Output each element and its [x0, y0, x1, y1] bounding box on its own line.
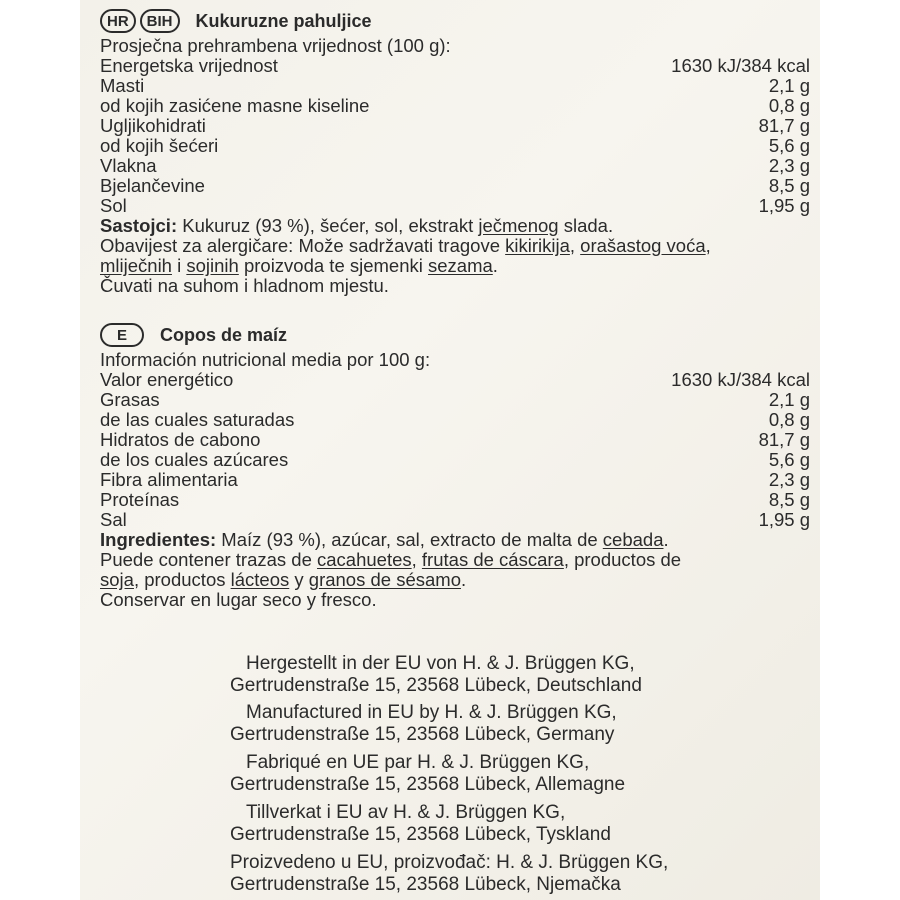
- nutrition-row: [100, 490, 810, 510]
- nutrition-row: [100, 370, 810, 390]
- nutrition-value: 81,7 g: [758, 115, 810, 136]
- allergy-text: Obavijest za alergičare: Može sadržavati tragove: [100, 235, 506, 256]
- allergen: orašastog voća: [580, 235, 706, 256]
- ingredients-label: Ingredientes:: [100, 529, 217, 550]
- allergen: mliječnih: [100, 255, 172, 276]
- nutrition-value: 1630 kJ/384 kcal: [671, 369, 810, 390]
- allergy-text: ,: [569, 235, 581, 256]
- nutrition-value: 1630 kJ/384 kcal: [671, 55, 810, 76]
- allergy-text: ,: [411, 549, 422, 570]
- manufacturer-sv: [230, 802, 810, 846]
- nutrition-row: [100, 176, 810, 196]
- nutrition-value: 2,3 g: [768, 155, 810, 176]
- product-name-es: Copos de maíz: [160, 324, 288, 345]
- nutrition-label: Energetska vrijednost: [100, 55, 278, 76]
- allergy-text: , productos: [133, 569, 231, 590]
- nutrition-label: Hidratos de cabono: [100, 429, 261, 450]
- nutrition-label: Bjelančevine: [100, 175, 205, 196]
- nutrition-value: 81,7 g: [758, 429, 810, 450]
- allergen: ječmenog: [478, 215, 559, 236]
- nutrition-value: 5,6 g: [768, 449, 810, 470]
- nutrition-label: Masti: [100, 75, 145, 96]
- allergen: lácteos: [230, 569, 290, 590]
- nutrition-value: 2,1 g: [768, 75, 810, 96]
- allergy-text: Puede contener trazas de: [100, 549, 318, 570]
- allergen: cebada: [602, 529, 664, 550]
- nutrition-heading-hr: Prosječna prehrambena vrijednost (100 g):: [100, 35, 451, 56]
- manufacturer-line1: Proizvedeno u EU, proizvođač: H. & J. Brüggen KG,: [230, 852, 669, 873]
- storage-hr: Čuvati na suhom i hladnom mjestu.: [100, 275, 389, 296]
- manufacturer-line2: Gertrudenstraße 15, 23568 Lübeck, Tyskland: [230, 824, 611, 845]
- allergy-notice-es-line1: [100, 550, 810, 570]
- product-name-hr: Kukuruzne pahuljice: [195, 10, 372, 31]
- section-es-header: [100, 320, 810, 350]
- allergy-text: i: [171, 255, 187, 276]
- nutrition-label: Grasas: [100, 389, 160, 410]
- food-label-photo: [80, 0, 820, 900]
- allergy-text: .: [460, 569, 467, 590]
- nutrition-heading-es: Información nutricional media por 100 g:: [100, 349, 431, 370]
- allergen: cacahuetes: [317, 549, 412, 570]
- allergy-notice-es-line2: [100, 570, 810, 590]
- allergen: kikirikija: [505, 235, 570, 256]
- manufacturer-line1: Fabriqué en UE par H. & J. Brüggen KG,: [246, 752, 590, 773]
- nutrition-row: [100, 56, 810, 76]
- section-hr-header: [100, 6, 810, 36]
- nutrition-value: 0,8 g: [768, 409, 810, 430]
- section-es: [100, 320, 810, 610]
- allergy-notice-hr-line2: [100, 256, 810, 276]
- manufacturer-line1: Manufactured in EU by H. & J. Brüggen KG,: [246, 702, 617, 723]
- ingredients-text-end: slada.: [558, 215, 614, 236]
- allergen: soja: [100, 569, 134, 590]
- storage-es: Conservar en lugar seco y fresco.: [100, 589, 377, 610]
- allergen: sezama: [428, 255, 493, 276]
- nutrition-row: [100, 116, 810, 136]
- nutrition-value: 5,6 g: [768, 135, 810, 156]
- allergy-notice-hr-line1: [100, 236, 810, 256]
- manufacturer-line2: Gertrudenstraße 15, 23568 Lübeck, Allemagne: [230, 774, 626, 795]
- allergen: granos de sésamo: [308, 569, 461, 590]
- ingredients-hr: [100, 216, 810, 236]
- manufacturer-de: [230, 653, 810, 697]
- nutrition-row: [100, 410, 810, 430]
- manufacturer-line1: Hergestellt in der EU von H. & J. Brüggen KG,: [246, 653, 635, 674]
- nutrition-table-hr: [100, 56, 810, 216]
- nutrition-label: Vlakna: [100, 155, 157, 176]
- manufacturer-hr: [230, 852, 810, 896]
- manufacturer-line1: Tillverkat i EU av H. & J. Brüggen KG,: [246, 802, 566, 823]
- nutrition-row: [100, 390, 810, 410]
- ingredients-label: Sastojci:: [100, 215, 178, 236]
- ingredients-text-end: .: [663, 529, 669, 550]
- nutrition-label: de los cuales azúcares: [100, 449, 289, 470]
- ingredients-text: Kukuruz (93 %), šećer, sol, ekstrakt: [177, 215, 479, 236]
- nutrition-label: od kojih šećeri: [100, 135, 219, 156]
- nutrition-label: Proteínas: [100, 489, 180, 510]
- language-badge-hr: HR: [100, 9, 136, 33]
- language-badge-e: E: [100, 323, 144, 347]
- nutrition-value: 2,1 g: [768, 389, 810, 410]
- allergy-text: ,: [705, 235, 711, 256]
- manufacturer-en: [230, 702, 810, 746]
- allergy-text: proizvoda te sjemenki: [238, 255, 429, 276]
- nutrition-row: [100, 136, 810, 156]
- nutrition-row: [100, 156, 810, 176]
- nutrition-row: [100, 450, 810, 470]
- nutrition-label: Valor energético: [100, 369, 234, 390]
- nutrition-label: de las cuales saturadas: [100, 409, 295, 430]
- allergy-text: , productos de: [563, 549, 682, 570]
- nutrition-value: 1,95 g: [758, 195, 810, 216]
- language-badge-bih: BIH: [140, 9, 180, 33]
- nutrition-row: [100, 76, 810, 96]
- nutrition-label: Fibra alimentaria: [100, 469, 238, 490]
- nutrition-value: 0,8 g: [768, 95, 810, 116]
- nutrition-value: 8,5 g: [768, 489, 810, 510]
- nutrition-row: [100, 470, 810, 490]
- nutrition-row: [100, 430, 810, 450]
- nutrition-value: 2,3 g: [768, 469, 810, 490]
- manufacturer-line2: Gertrudenstraße 15, 23568 Lübeck, Germany: [230, 724, 615, 745]
- manufacturer-line2: Gertrudenstraße 15, 23568 Lübeck, Njemačka: [230, 874, 621, 895]
- nutrition-label: Ugljikohidrati: [100, 115, 206, 136]
- nutrition-label: od kojih zasićene masne kiseline: [100, 95, 370, 116]
- nutrition-value: 1,95 g: [758, 509, 810, 530]
- allergy-text: .: [492, 255, 498, 276]
- nutrition-row: [100, 96, 810, 116]
- ingredients-es: [100, 530, 810, 550]
- nutrition-row: [100, 510, 810, 530]
- allergy-text: y: [289, 569, 309, 590]
- nutrition-label: Sol: [100, 195, 127, 216]
- allergen: frutas de cáscara: [421, 549, 564, 570]
- nutrition-value: 8,5 g: [768, 175, 810, 196]
- nutrition-row: [100, 196, 810, 216]
- manufacturer-line2: Gertrudenstraße 15, 23568 Lübeck, Deutschland: [230, 675, 642, 696]
- section-hr: [100, 6, 810, 296]
- allergen: sojinih: [186, 255, 239, 276]
- nutrition-table-es: [100, 370, 810, 530]
- nutrition-label: Sal: [100, 509, 127, 530]
- ingredients-text: Maíz (93 %), azúcar, sal, extracto de malta de: [216, 529, 603, 550]
- manufacturer-fr: [230, 752, 810, 796]
